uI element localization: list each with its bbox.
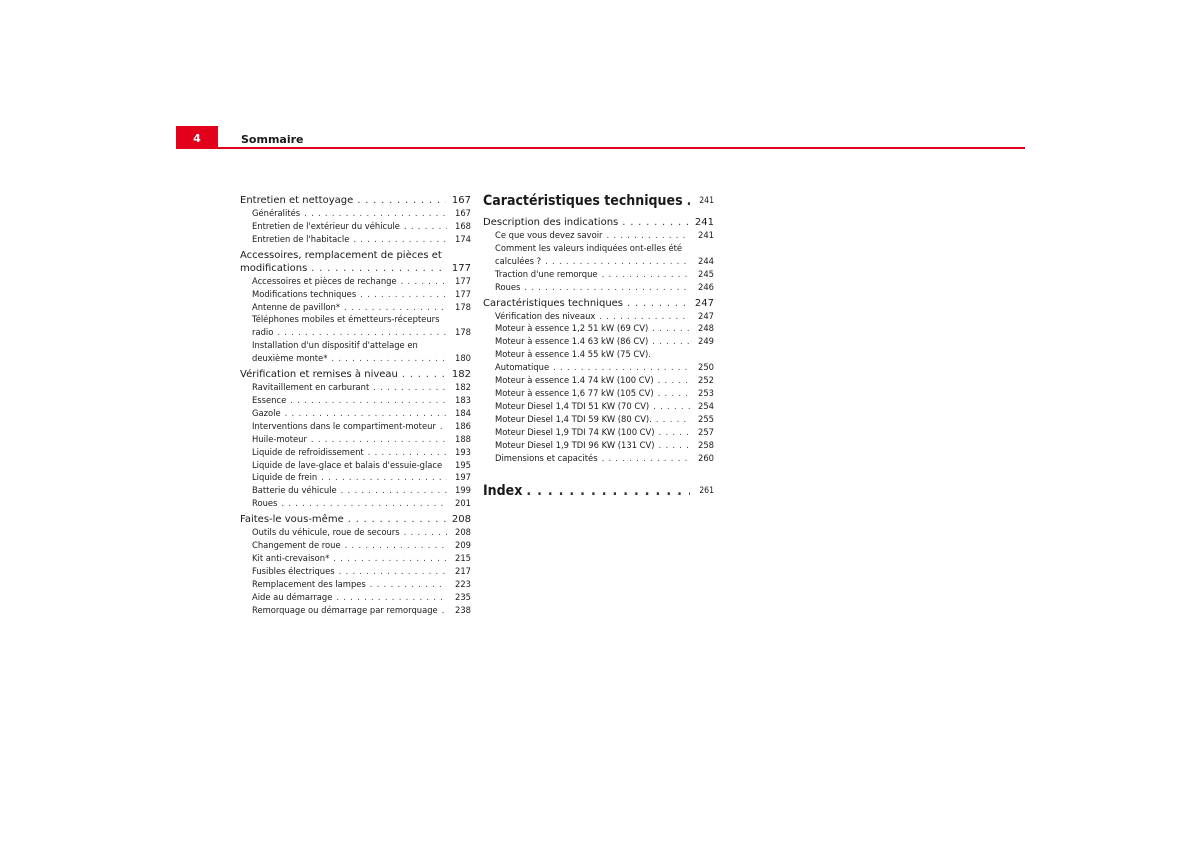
dot-leader	[311, 433, 447, 446]
toc-entry-label: Traction d'une remorque	[495, 268, 598, 279]
toc-entry-label: Entretien de l'habitacle	[252, 233, 350, 244]
toc-entry[interactable]	[240, 552, 471, 565]
toc-entry[interactable]	[240, 301, 471, 314]
dot-leader	[687, 192, 690, 210]
toc-entry[interactable]	[240, 339, 471, 365]
toc-page-number: 252	[698, 375, 714, 386]
dot-leader	[404, 526, 447, 539]
toc-entry[interactable]	[240, 407, 471, 420]
dot-leader	[370, 578, 447, 591]
toc-page-number: 177	[455, 275, 471, 286]
dot-leader	[321, 471, 447, 484]
toc-entry-label: Moteur à essence 1.4 74 kW (100 CV)	[495, 375, 654, 386]
toc-page-number: 167	[451, 195, 471, 206]
dot-leader	[524, 281, 690, 294]
dot-leader	[404, 220, 447, 233]
toc-entry[interactable]	[483, 439, 714, 452]
dot-leader	[446, 459, 447, 472]
dot-leader	[344, 301, 447, 314]
toc-entry-label: Entretien de l'extérieur du véhicule	[252, 220, 400, 231]
toc-page-number: 186	[455, 420, 471, 431]
toc-page-number: 183	[455, 394, 471, 405]
toc-entry[interactable]	[483, 335, 714, 348]
toc-page-number: 260	[698, 452, 714, 463]
dot-leader	[345, 539, 447, 552]
dot-leader	[627, 297, 689, 310]
toc-entry-label: Liquide de frein	[252, 472, 318, 483]
toc-entry[interactable]	[240, 194, 471, 207]
toc-entry[interactable]	[240, 288, 471, 301]
toc-entry[interactable]	[240, 539, 471, 552]
toc-entry-label: deuxième monte*	[252, 353, 328, 364]
toc-entry-label: Vérification des niveaux	[495, 310, 596, 321]
toc-entry-label: Gazole	[252, 407, 281, 418]
toc-entry[interactable]	[483, 297, 714, 310]
toc-entry[interactable]	[483, 374, 714, 387]
toc-page-number: 180	[455, 353, 471, 364]
toc-page-number: 208	[455, 527, 471, 538]
toc-entry[interactable]	[240, 604, 471, 617]
toc-entry-label: Description des indications	[483, 217, 619, 228]
dot-leader	[368, 446, 447, 459]
toc-page-number: 197	[455, 472, 471, 483]
toc-page-number: 178	[455, 327, 471, 338]
toc-entry-label: Outils du véhicule, roue de secours	[252, 527, 400, 538]
toc-entry-label-line: Comment les valeurs indiquées ont-elles été	[495, 242, 683, 253]
dot-leader	[373, 381, 447, 394]
toc-page-number: 209	[455, 540, 471, 551]
toc-page-number: 208	[451, 514, 471, 526]
toc-entry-label: Faites-le vous-même	[240, 514, 344, 526]
toc-entry[interactable]	[240, 275, 471, 288]
dot-leader	[277, 326, 447, 339]
toc-entry-label: Vérification et remises à niveau	[240, 369, 398, 381]
toc-entry-label: Remplacement des lampes	[252, 578, 366, 589]
toc-entry[interactable]	[240, 526, 471, 539]
toc-entry[interactable]	[240, 313, 471, 339]
toc-entry[interactable]	[240, 207, 471, 220]
dot-leader	[336, 591, 447, 604]
toc-entry[interactable]	[240, 446, 471, 459]
toc-page-number: 168	[455, 220, 471, 231]
toc-page-number: 182	[455, 382, 471, 393]
toc-page-number: 195	[455, 459, 471, 470]
header-rule	[176, 147, 1025, 149]
toc-page-number: 245	[698, 268, 714, 279]
toc-entry-label: Moteur Diesel 1,4 TDI 59 KW (80 CV).	[495, 413, 652, 424]
toc-page-number: 201	[455, 498, 471, 509]
toc-page-number: 258	[698, 439, 714, 450]
toc-entry-label: Automatique	[495, 362, 550, 373]
dot-leader	[331, 352, 447, 365]
toc-entry-label: Moteur Diesel 1,9 TDI 74 KW (100 CV)	[495, 426, 655, 437]
toc-entry[interactable]	[240, 420, 471, 433]
toc-entry[interactable]	[240, 381, 471, 394]
toc-entry[interactable]	[483, 192, 714, 210]
page-number-tab	[176, 126, 218, 148]
toc-entry[interactable]	[483, 400, 714, 413]
toc-page-number: 174	[455, 233, 471, 244]
toc-entry-label: Roues	[252, 498, 278, 509]
toc-entry[interactable]	[240, 497, 471, 510]
toc-entry-label: Modifications techniques	[252, 288, 357, 299]
toc-entry-label: radio	[252, 327, 274, 338]
dot-leader	[545, 255, 690, 268]
toc-left-column	[240, 194, 471, 616]
toc-entry[interactable]	[240, 220, 471, 233]
toc-entry-label: Moteur à essence 1.4 63 kW (86 CV)	[495, 336, 649, 347]
dot-leader	[360, 288, 447, 301]
toc-page-number: 255	[698, 413, 714, 424]
toc-entry-label: Fusibles électriques	[252, 565, 335, 576]
toc-page-number: 241	[698, 230, 714, 240]
page-title: Sommaire	[241, 133, 304, 146]
page-number: 4	[193, 132, 201, 145]
toc-page-number: 193	[455, 446, 471, 457]
toc-entry-label: Généralités	[252, 208, 301, 218]
toc-entry[interactable]	[240, 249, 471, 275]
dot-leader	[290, 394, 447, 407]
toc-page-number: 241	[694, 217, 714, 228]
toc-entry[interactable]	[240, 565, 471, 578]
dot-leader	[656, 413, 690, 426]
toc-entry[interactable]	[483, 268, 714, 281]
toc-entry[interactable]	[240, 513, 471, 526]
toc-page-number: 177	[455, 288, 471, 299]
dot-leader	[339, 565, 447, 578]
toc-entry-label: Roues	[495, 281, 521, 292]
toc-entry[interactable]	[240, 578, 471, 591]
dot-leader	[659, 439, 690, 452]
toc-entry[interactable]	[483, 413, 714, 426]
dot-leader	[311, 262, 446, 275]
toc-entry[interactable]	[240, 368, 471, 381]
dot-leader	[602, 268, 690, 281]
toc-entry-label: Moteur Diesel 1,4 TDI 51 KW (70 CV)	[495, 400, 650, 411]
toc-page-number: 182	[451, 369, 471, 381]
dot-leader	[607, 229, 691, 242]
dot-leader	[653, 400, 690, 413]
toc-entry-label: Changement de roue	[252, 540, 341, 551]
toc-entry-label: Interventions dans le compartiment-moteur	[252, 420, 436, 431]
toc-entry[interactable]	[240, 459, 471, 472]
toc-page-number: 184	[455, 407, 471, 418]
toc-entry[interactable]	[240, 484, 471, 497]
toc-page-number: 247	[694, 297, 714, 309]
toc-page-number: 177	[451, 262, 471, 274]
dot-leader	[553, 361, 690, 374]
toc-entry-label: Moteur Diesel 1,9 TDI 96 KW (131 CV)	[495, 439, 655, 450]
toc-entry-label-line: Moteur à essence 1.4 55 kW (75 CV).	[495, 349, 651, 360]
dot-leader	[357, 194, 446, 207]
toc-entry[interactable]	[240, 433, 471, 446]
toc-page-number: 261	[699, 486, 714, 497]
toc-page-number: 235	[455, 591, 471, 602]
dot-leader	[658, 387, 690, 400]
toc-entry[interactable]	[240, 233, 471, 246]
toc-entry[interactable]	[483, 322, 714, 335]
toc-entry-label-line: Installation d'un dispositif d'attelage en	[252, 340, 418, 351]
dot-leader	[285, 407, 447, 420]
toc-entry[interactable]	[483, 310, 714, 323]
toc-page-number: 167	[455, 208, 471, 218]
dot-leader	[333, 552, 447, 565]
toc-entry-label: Remorquage ou démarrage par remorquage	[252, 604, 438, 615]
toc-entry[interactable]	[240, 591, 471, 604]
toc-entry-label: Huile-moteur	[252, 433, 307, 444]
toc-page-number: 199	[455, 485, 471, 496]
toc-entry-label: Moteur à essence 1,6 77 kW (105 CV)	[495, 387, 654, 398]
toc-entry[interactable]	[483, 242, 714, 268]
toc-entry-label: Moteur à essence 1,2 51 kW (69 CV)	[495, 323, 649, 334]
toc-page-number: 248	[698, 323, 714, 334]
dot-leader	[602, 452, 690, 465]
toc-entry-label: Aide au démarrage	[252, 591, 333, 602]
toc-page-number: 244	[698, 255, 714, 266]
dot-leader	[440, 420, 447, 433]
dot-leader	[341, 484, 447, 497]
toc-entry-label: Kit anti-crevaison*	[252, 552, 330, 563]
toc-page-number: 250	[698, 362, 714, 373]
toc-page-number: 217	[455, 565, 471, 576]
toc-entry-label: Accessoires et pièces de rechange	[252, 275, 397, 286]
toc-entry-label: Ce que vous devez savoir	[495, 230, 603, 240]
toc-page-number: 249	[698, 336, 714, 347]
toc-entry[interactable]	[240, 471, 471, 484]
toc-entry[interactable]	[483, 281, 714, 294]
toc-entry[interactable]	[483, 216, 714, 229]
toc-page-number: 254	[698, 400, 714, 411]
toc-entry[interactable]	[483, 482, 714, 500]
toc-page-number: 257	[698, 426, 714, 437]
toc-page-number: 247	[698, 310, 714, 321]
dot-leader	[304, 207, 447, 220]
toc-page-number: 215	[455, 552, 471, 563]
dot-leader	[402, 368, 446, 381]
dot-leader	[442, 604, 447, 617]
toc-page-number: 241	[699, 196, 714, 206]
dot-leader	[659, 426, 690, 439]
toc-entry[interactable]	[483, 229, 714, 242]
toc-entry[interactable]	[483, 348, 714, 374]
toc-entry-label: Antenne de pavillon*	[252, 301, 341, 312]
dot-leader	[658, 374, 690, 387]
toc-entry-label: Liquide de lave-glace et balais d'essuie-glace	[252, 459, 443, 470]
toc-page-number: 188	[455, 433, 471, 444]
dot-leader	[599, 310, 690, 323]
toc-entry[interactable]	[483, 452, 714, 465]
toc-entry-label-line: Accessoires, remplacement de pièces et	[240, 249, 442, 261]
dot-leader	[348, 513, 446, 526]
dot-leader	[526, 482, 690, 500]
toc-entry-label: Liquide de refroidissement	[252, 446, 364, 457]
toc-entry-label: Batterie du véhicule	[252, 485, 337, 496]
toc-entry-label: calculées ?	[495, 255, 542, 266]
toc-entry-label: modifications	[240, 262, 308, 274]
toc-page-number: 178	[455, 301, 471, 312]
toc-entry[interactable]	[483, 387, 714, 400]
toc-entry-label: Caractéristiques techniques	[483, 193, 683, 209]
toc-entry-label-line: Téléphones mobiles et émetteurs-récepteurs	[252, 314, 440, 325]
toc-page-number: 246	[698, 281, 714, 292]
toc-entry-label: Index	[483, 483, 523, 500]
toc-page-number: 253	[698, 387, 714, 398]
toc-entry-label: Entretien et nettoyage	[240, 195, 354, 206]
dot-leader	[353, 233, 447, 246]
dot-leader	[652, 335, 690, 348]
toc-page-number: 238	[455, 604, 471, 615]
dot-leader	[281, 497, 447, 510]
toc-entry-label: Dimensions et capacités	[495, 452, 598, 463]
toc-entry[interactable]	[240, 394, 471, 407]
toc-entry-label: Caractéristiques techniques	[483, 297, 624, 309]
toc-entry-label: Ravitaillement en carburant	[252, 382, 370, 393]
toc-page-number: 223	[455, 578, 471, 589]
toc-entry[interactable]	[483, 426, 714, 439]
toc-entry-label: Essence	[252, 394, 287, 405]
dot-leader	[652, 322, 690, 335]
dot-leader	[622, 216, 689, 229]
dot-leader	[401, 275, 447, 288]
toc-right-column	[483, 192, 714, 500]
